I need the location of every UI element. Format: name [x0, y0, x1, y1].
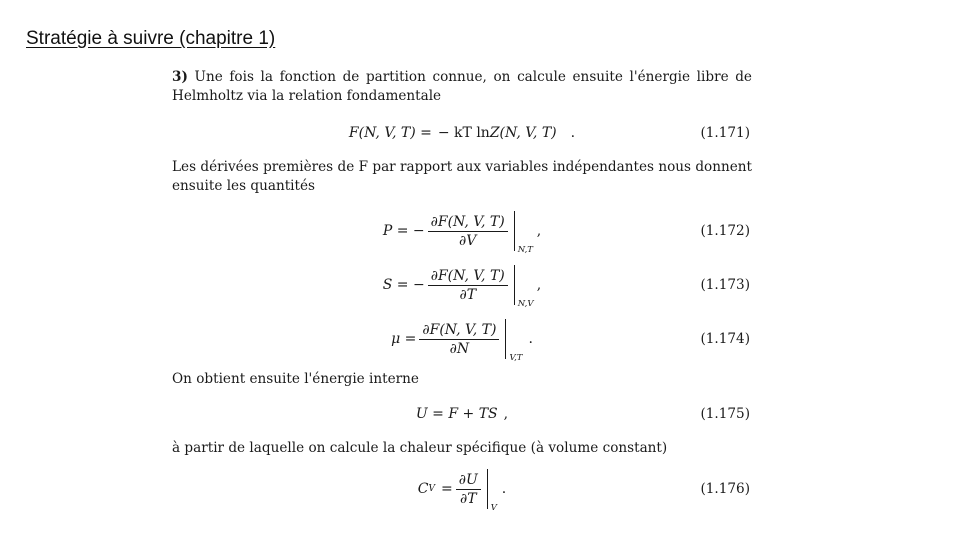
equation-number: (1.173): [700, 277, 750, 293]
paragraph-helmholtz: [172, 68, 752, 106]
equation-1-175: [172, 393, 752, 435]
paragraph-text: à partir de laquelle on calcule la chaleur spécifique (à volume constant): [172, 440, 668, 456]
equation-punctuation: .: [570, 125, 576, 141]
paragraph-derivatives: [172, 158, 752, 196]
equation-lhs-main: C: [417, 481, 429, 497]
evaluation-subscript: N,V: [517, 299, 534, 309]
fraction-numerator: ∂F(N, V, T): [428, 214, 508, 232]
fraction-denominator: ∂T: [459, 286, 477, 303]
equation-fraction: [419, 322, 499, 357]
equation-1-174: [172, 312, 752, 366]
evaluation-subscript: V: [490, 503, 497, 513]
evaluation-bar: [505, 319, 523, 363]
equation-expression: U = F + TS: [415, 406, 498, 422]
equation-punctuation: .: [528, 331, 533, 347]
equation-punctuation: ,: [503, 406, 509, 422]
equation-equals: =: [440, 481, 453, 497]
fraction-numerator: ∂F(N, V, T): [428, 268, 508, 286]
paragraph-text: Une fois la fonction de partition connue, on calcule ensuite l'énergie libre de Helmholtz via la relation fondamentale: [172, 69, 752, 104]
fraction-denominator: ∂N: [449, 340, 470, 357]
equation-lhs: S = −: [382, 277, 425, 293]
equation-1-172: [172, 204, 752, 258]
paragraph-text: Les dérivées premières de F par rapport aux variables indépendantes nous donnent ensuite les quantités: [172, 159, 752, 194]
equation-rhs-end: Z(N, V, T): [489, 125, 557, 141]
paragraph-internal-energy: [172, 370, 752, 389]
equation-punctuation: ,: [536, 277, 542, 293]
equation-punctuation: .: [501, 481, 507, 497]
evaluation-subscript: V,T: [509, 353, 523, 363]
paragraph-specific-heat: [172, 439, 752, 458]
fraction-numerator: ∂U: [456, 472, 481, 490]
equation-fraction: [456, 472, 481, 507]
equation-fraction: [428, 268, 508, 303]
slide-title: Stratégie à suivre (chapitre 1): [26, 28, 276, 49]
equation-lhs-subscript: V: [428, 484, 435, 494]
evaluation-bar: [514, 265, 534, 309]
equation-number: (1.171): [700, 125, 750, 141]
evaluation-bar: [514, 211, 533, 255]
equation-fraction: [428, 214, 508, 249]
fraction-denominator: ∂V: [458, 232, 477, 249]
paragraph-number: 3): [172, 69, 188, 85]
document-excerpt: [172, 62, 752, 516]
paragraph-text: On obtient ensuite l'énergie interne: [172, 371, 419, 387]
evaluation-subscript: N,T: [517, 245, 533, 255]
equation-number: (1.176): [700, 481, 750, 497]
equation-lhs: μ =: [391, 331, 417, 347]
equation-1-171: [172, 114, 752, 152]
equation-1-173: [172, 258, 752, 312]
equation-number: (1.174): [700, 331, 750, 347]
equation-number: (1.172): [700, 223, 750, 239]
equation-1-176: [172, 462, 752, 516]
fraction-denominator: ∂T: [459, 490, 477, 507]
equation-lhs: P = −: [382, 223, 425, 239]
equation-number: (1.175): [700, 406, 750, 422]
equation-rhs-start: − kT ln: [437, 125, 490, 141]
evaluation-bar: [487, 469, 497, 513]
fraction-numerator: ∂F(N, V, T): [419, 322, 499, 340]
equation-lhs: F(N, V, T) =: [348, 125, 432, 141]
equation-punctuation: ,: [536, 223, 542, 239]
